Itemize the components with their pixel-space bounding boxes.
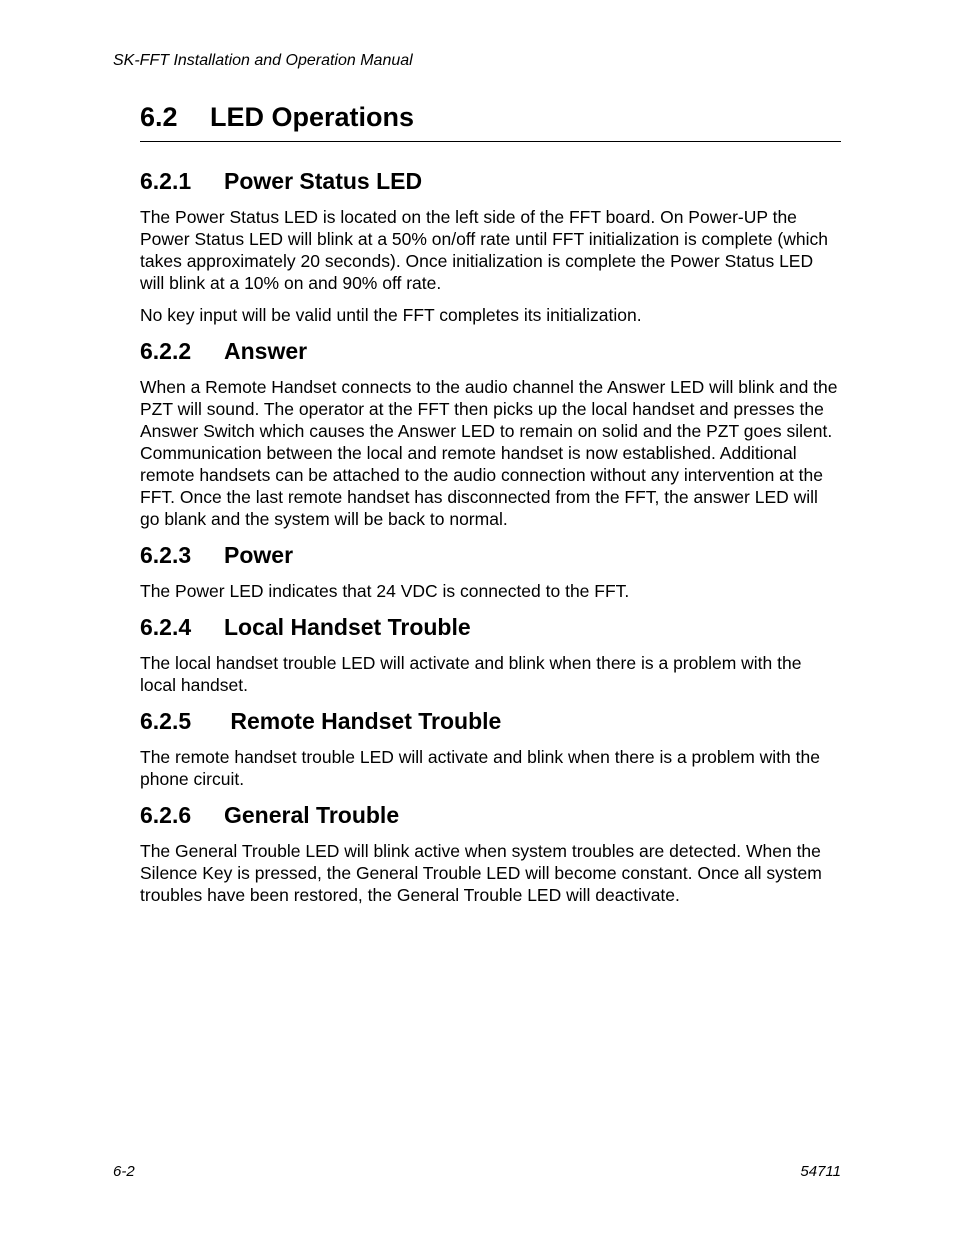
subsection-number: 6.2.5 bbox=[140, 708, 192, 734]
section-title: LED Operations bbox=[210, 102, 415, 132]
document-number: 54711 bbox=[800, 1163, 841, 1180]
paragraph: When a Remote Handset connects to the audio channel the Answer LED will blink and the PZT will sound. The operator at the FFT then picks up the local handset and presses the Answer Switch which causes the Answer LED to remain on solid and the PZT goes silent. Communication between the local and remote handset is now established. Additional remote handsets can be attached to the audio connection without any intervention at the FFT. Once the last remote handset has disconnected from the FFT, the answer LED will go blank and the system will be back to normal. bbox=[140, 377, 838, 529]
paragraph: No key input will be valid until the FFT completes its initialization. bbox=[140, 305, 642, 325]
paragraph: The remote handset trouble LED will activate and blink when there is a problem with the phone circuit. bbox=[140, 747, 820, 789]
subsection-number: 6.2.4 bbox=[140, 614, 192, 640]
subsection-title: Power bbox=[224, 542, 294, 568]
page-number: 6-2 bbox=[113, 1163, 135, 1180]
section-number: 6.2 bbox=[140, 102, 178, 132]
subsection-heading bbox=[140, 612, 842, 642]
content bbox=[140, 166, 842, 916]
subsection-general-trouble bbox=[140, 800, 842, 906]
subsection-answer bbox=[140, 336, 842, 530]
subsection-title: Local Handset Trouble bbox=[224, 614, 471, 640]
paragraph: The Power LED indicates that 24 VDC is connected to the FFT. bbox=[140, 581, 630, 601]
section-heading bbox=[140, 102, 841, 142]
subsection-local-handset-trouble bbox=[140, 612, 842, 696]
paragraph: The General Trouble LED will blink active when system troubles are detected. When the Silence Key is pressed, the General Trouble LED will become constant. Once all system troubles have been restored, the General Trouble LED will deactivate. bbox=[140, 841, 822, 905]
subsection-number: 6.2.6 bbox=[140, 802, 192, 828]
subsection-heading bbox=[140, 800, 842, 830]
subsection-title: Answer bbox=[224, 338, 308, 364]
subsection-power bbox=[140, 540, 842, 602]
subsection-heading bbox=[140, 540, 842, 570]
subsection-number: 6.2.2 bbox=[140, 338, 192, 364]
subsection-heading bbox=[140, 166, 842, 196]
subsection-power-status-led bbox=[140, 166, 842, 326]
subsection-heading bbox=[140, 336, 842, 366]
paragraph: The Power Status LED is located on the left side of the FFT board. On Power-UP the Power Status LED will blink at a 50% on/off rate until FFT initialization is complete (which takes approximately 20 seconds). Once initialization is complete the Power Status LED will blink at a 10% on and 90% off rate. bbox=[140, 207, 828, 293]
subsection-title: General Trouble bbox=[224, 802, 400, 828]
subsection-number: 6.2.3 bbox=[140, 542, 192, 568]
running-header: SK-FFT Installation and Operation Manual bbox=[113, 52, 413, 69]
subsection-remote-handset-trouble bbox=[140, 706, 842, 790]
subsection-title: Remote Handset Trouble bbox=[224, 708, 502, 734]
subsection-heading bbox=[140, 706, 842, 736]
subsection-number: 6.2.1 bbox=[140, 168, 192, 194]
subsection-title: Power Status LED bbox=[224, 168, 423, 194]
paragraph: The local handset trouble LED will activate and blink when there is a problem with the local handset. bbox=[140, 653, 802, 695]
